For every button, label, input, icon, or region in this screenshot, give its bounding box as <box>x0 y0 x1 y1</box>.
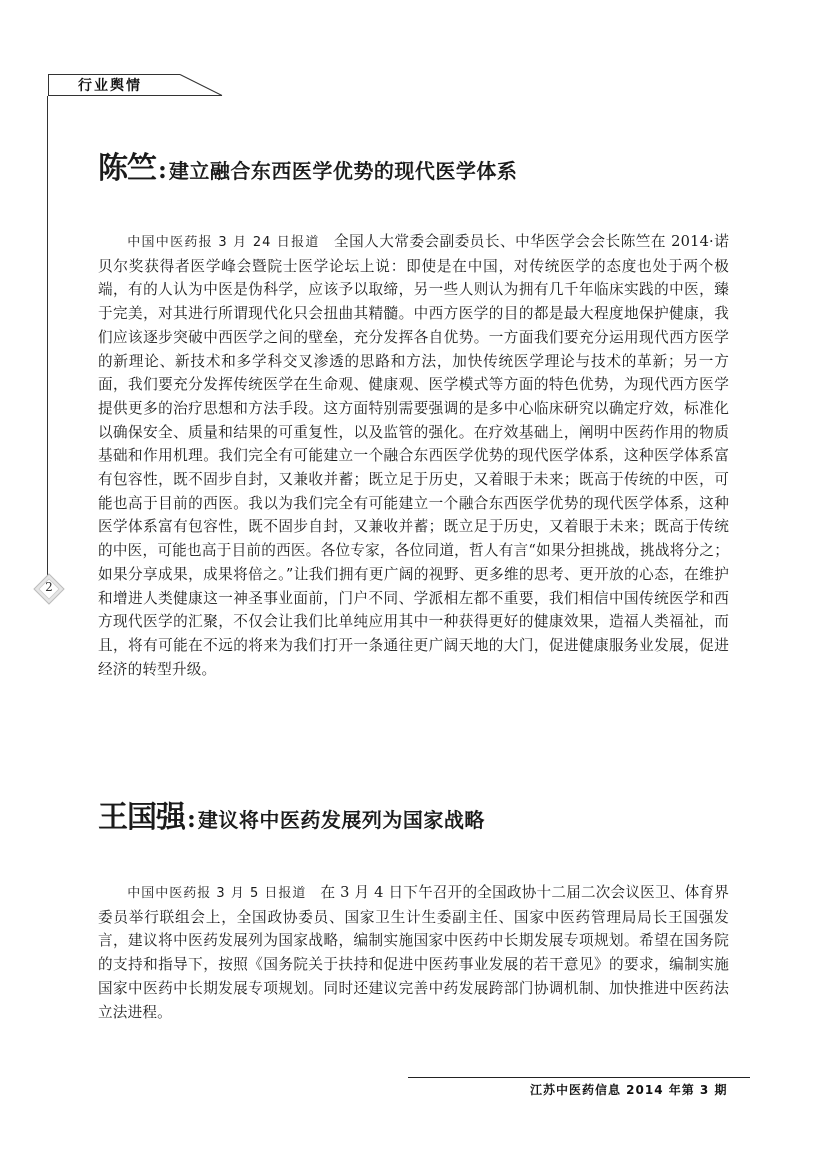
article-lead: 中国中医药报 3 月 24 日报道 <box>127 235 320 250</box>
article-title: 建立融合东西医学优势的现代医学体系 <box>168 159 518 183</box>
page-number: 2 <box>45 580 53 594</box>
article-title: 建议将中医药发展列为国家战略 <box>197 808 485 832</box>
heading-colon: : <box>187 804 196 833</box>
article-body <box>98 230 729 681</box>
article-lead: 中国中医药报 3 月 5 日报道 <box>127 886 307 901</box>
page-number-badge <box>33 573 65 605</box>
article-person-name: 王国强 <box>98 800 185 835</box>
section-tab <box>48 74 224 96</box>
footer-rule <box>408 1077 750 1078</box>
article-heading <box>98 143 517 187</box>
footer-journal-info: 江苏中医药信息 2014 年第 3 期 <box>530 1083 728 1097</box>
article-heading <box>98 792 485 836</box>
left-margin-rule <box>47 96 48 596</box>
heading-colon: : <box>158 155 167 184</box>
section-label: 行业舆情 <box>78 78 142 94</box>
article-text: 全国人大常委会副委员长、中华医学会会长陈竺在 2014·诺贝尔奖获得者医学峰会暨院士医学论坛上说：即使是在中国，对传统医学的态度也处于两个极端，有的人认为中医是伪科学，应该予以取缔，另一些人则认为拥有几千年临床实践的中医，臻于完美，对其进行所谓现代化只会扭曲其精髓。中西方医学的目的都是最大程度地保护健康，我们应该逐步突破中西医学之间的壁垒，充分发挥各自优势。一方面我们要充分运用现代西方医学的新理论、新技术和多学科交叉渗透的思路和方法，加快传统医学理论与技术的革新；另一方面，我们要充分发挥传统医学在生命观、健康观、医学模式等方面的特色优势，为现代西方医学提供更多的治疗思想和方法手段。这方面特别需要强调的是多中心临床研究以确定疗效，标准化以确保安全、质量和结果的可重复性，以及监管的强化。在疗效基础上，阐明中医药作用的物质基础和作用机理。我们完全有可能建立一个融合东西医学优势的现代医学体系，这种医学体系富有包容性，既不固步自封，又兼收并蓄；既立足于历史，又着眼于未来；既高于传统的中医，可能也高于目前的西医。我以为我们完全有可能建立一个融合东西医学优势的现代医学体系，这种医学体系富有包容性，既不固步自封，又兼收并蓄；既立足于历史，又着眼于未来；既高于传统的中医，可能也高于目前的西医。各位专家，各位同道，哲人有言“如果分担挑战，挑战将分之；如果分享成果，成果将倍之。”让我们拥有更广阔的视野、更多维的思考、更开放的心态，在维护和增进人类健康这一神圣事业面前，门户不同、学派相左都不重要，我们相信中国传统医学和西方现代医学的汇聚，不仅会让我们比单纯应用其中一种获得更好的健康效果，造福人类福祉，而且，将有可能在不远的将来为我们打开一条通往更广阔天地的大门，促进健康服务业发展，促进经济的转型升级。 <box>98 233 729 678</box>
article-text: 在 3 月 4 日下午召开的全国政协十二届二次会议医卫、体育界委员举行联组会上，全国政协委员、国家卫生计生委副主任、国家中医药管理局局长王国强发言，建议将中医药发展列为国家战略，编制实施国家中医药中长期发展专项规划。希望在国务院的支持和指导下，按照《国务院关于扶持和促进中医药事业发展的若干意见》的要求，编制实施国家中医药中长期发展专项规划。同时还建议完善中药发展跨部门协调机制、加快推进中医药法立法进程。 <box>98 884 730 1021</box>
article-person-name: 陈竺 <box>98 151 156 186</box>
article-body <box>98 881 729 1024</box>
